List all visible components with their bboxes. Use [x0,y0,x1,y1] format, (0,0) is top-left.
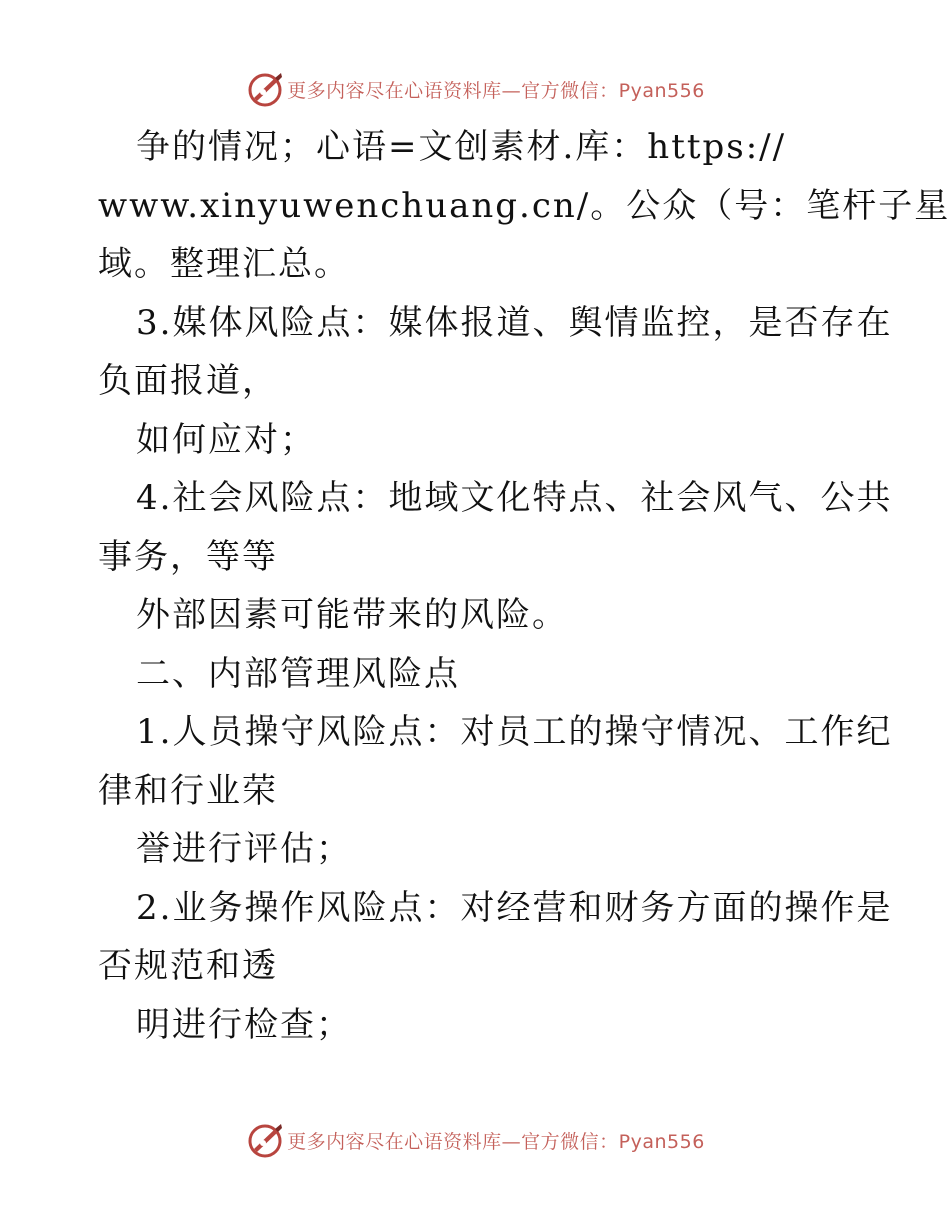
wechat-id: Pyan556 [618,79,705,102]
text-line: 争的情况；心语=文创素材.库：https:// [136,127,787,167]
text-line: 律和行业荣 [98,770,278,811]
wechat-id: Pyan556 [618,1130,705,1153]
text-line: 3.媒体风险点：媒体报道、舆情监控，是否存在 [136,302,893,343]
text-line: 4.社会风险点：地域文化特点、社会风气、公共 [136,478,893,518]
text-line: 外部因素可能带来的风险。 [136,595,568,635]
banner-text: 更多内容尽在心语资料库—官方微信：Pyan556 [287,79,705,102]
text-line: 域。整理汇总。 [98,244,350,284]
text-line: 誉进行评估； [136,829,352,869]
text-line: 1.人员操守风险点：对员工的操守情况、工作纪 [136,712,893,752]
banner-text: 更多内容尽在心语资料库—官方微信：Pyan556 [287,1130,705,1153]
pen-logo-icon [245,69,285,109]
footer-banner [0,1115,950,1165]
text-line: 如何应对； [136,419,316,460]
pen-logo-icon [245,1120,285,1160]
text-line: 事务，等等 [98,536,278,577]
text-line: 否规范和透 [98,946,278,986]
text-line: 2.业务操作风险点：对经营和财务方面的操作是 [136,887,893,928]
text-line: 二、内部管理风险点 [136,653,460,694]
document-body [98,118,950,1054]
text-line: www.xinyuwenchuang.cn/。公众（号：笔杆子星 [98,185,950,226]
text-line: 明进行检查； [136,1004,352,1045]
header-banner [0,64,950,114]
text-line: 负面报道， [98,361,278,401]
